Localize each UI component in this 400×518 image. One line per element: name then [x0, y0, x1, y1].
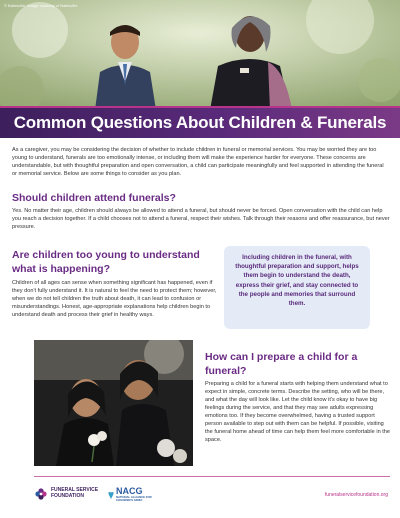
photo-credit: © Batesville. Image courtesy of Batesville	[4, 3, 78, 8]
callout-box	[224, 246, 370, 329]
nacg-heart-icon	[108, 490, 114, 500]
hero-photo	[0, 0, 400, 110]
nacg-name: NACG	[116, 486, 143, 496]
hero-photo-illustration	[0, 0, 400, 110]
attend-paragraph: Yes. No matter their age, children should always be allowed to attend a funeral, but should never be forced. Open conversation with the child can help you reach a decision together. If a child chooses not to attend a funeral, respect their wishes. Talk through their reasons and offer reassurance, but never pressure.	[12, 208, 390, 230]
heading-too-young: Are children too young to understand what is happening?	[12, 249, 200, 275]
funeral-photo	[34, 340, 193, 466]
prepare-paragraph: Preparing a child for a funeral starts with helping them understand what to expect in simple, concrete terms. Describe the setting, who will be there, and what the day will look like. Let the child know it's okay to have big feelings during the service, and that they may see adults expressing emotions too. If they become overwhelmed, having a trusted support person available to step out with them can be helpful. If possible, visiting the funeral home ahead of time can help them feel more comfortable in the space.	[205, 381, 391, 443]
funeral-photo-illustration	[34, 340, 193, 466]
nacg-subtitle-line2: CHILDREN'S GRIEF	[116, 498, 143, 503]
title-band	[0, 106, 400, 138]
page-title: Common Questions About Children & Funerals	[13, 113, 387, 132]
callout-text: Including children in the funeral, with thoughtful preparation and support, helps them begin to understand the death, express their grief, and stay connected to the people and memories that surround them.	[235, 254, 359, 308]
footer-divider	[34, 476, 390, 477]
fsf-logo-line1: FUNERAL SERVICE	[51, 487, 99, 494]
footer-url-link[interactable]: funeralservicefoundation.org	[324, 492, 388, 498]
fsf-logo-line2: FOUNDATION	[51, 493, 84, 499]
foundation-flower-icon	[34, 487, 48, 501]
nacg-logo[interactable]	[108, 487, 152, 502]
heading-prepare-child: How can I prepare a child for a funeral?	[205, 351, 358, 377]
intro-paragraph: As a caregiver, you may be considering the decision of whether to include children in funeral or memorial services. You may be worried they are too young to understand, funerals are too emotionally intense, or including them will make the experience harder for everyone. These concerns are understandable, but with thoughtful preparation and open conversation, a child can participate meaningfully and feel supported in attending the funeral or memorial service. Below are some things to consider as you plan.	[12, 147, 384, 177]
too-young-paragraph: Children of all ages can sense when something significant has happened, even if they don't fully understand it. It is natural to feel the need to protect them; however, when we do not tell children the truth about death, it can lead to confusion or misunderstandings. Honest, age-appropriate explanations help children begin to understand death and process their grief in healthy ways.	[12, 280, 217, 318]
funeral-service-foundation-logo[interactable]	[34, 487, 98, 501]
nacg-subtitle-line1: NATIONAL ALLIANCE FOR	[116, 495, 152, 499]
heading-should-children-attend: Should children attend funerals?	[12, 192, 176, 204]
